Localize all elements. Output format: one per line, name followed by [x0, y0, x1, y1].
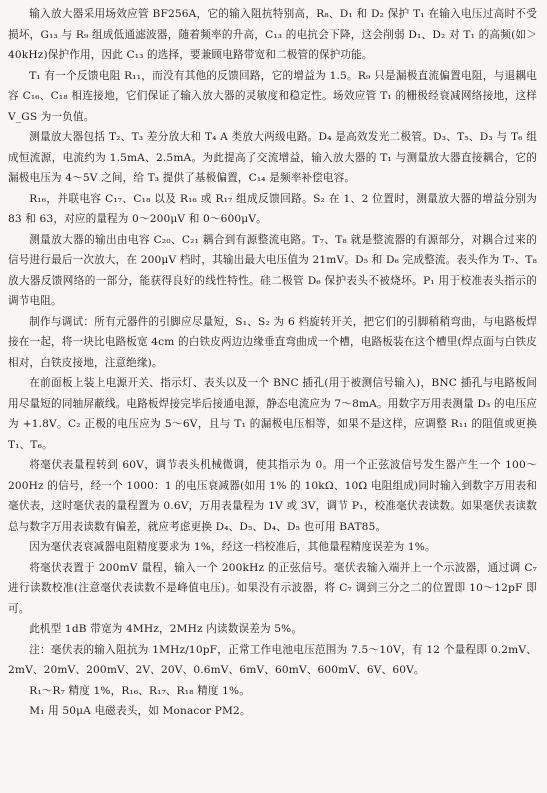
paragraph-bandwidth: 此机型 1dB 带宽为 4MHz，2MHz 内读数误差为 5%。	[29, 623, 303, 635]
paragraph-feedback-loop: R₁₆，并联电容 C₁₇、C₁₈ 以及 R₁₆ 或 R₁₇ 组成反馈回路。S₂ 在 1、2 位置时，测量放大器的增益分别为 83 和 63，对应的量程为 0～200μV 和 0～600μV。	[8, 192, 537, 225]
paragraph-accuracy: 因为毫伏表衰减器电阻精度要求为 1%，经这一档校准后，其他量程精度误差为 1%。	[29, 541, 436, 553]
paragraph-rectifier: 测量放大器的输出由电容 C₂₀、C₂₁ 耦合到有源整流电路。T₇、T₈ 就是整流器的有源部分，对耦合过来的信号进行最后一次放大，在 200μV 档时，其输出最大电压值为 21mV。D₅ 和 D₆ 完成整流。表头作为 T₇、T₈ 放大器反馈网络的一部分，能获得良好的线性特性。硅二极管 D₆ 保护表头不被烧坏。P₁ 用于校准表头指示的调节电阻。	[8, 233, 537, 307]
paragraph-feedback-resistor: T₁ 有一个反馈电阻 R₁₁，而没有其他的反馈回路，它的增益为 1.5。R₉ 只是漏极直流偏置电阻，与退耦电容 C₁₆、C₁₈ 相连接地，它们保证了输入放大器的灵敏度和稳定性。场效应管 T₁ 的栅极经衰减网络接地，这样 V_GS 为一负值。	[8, 69, 537, 123]
paragraph-input-amplifier: 输入放大器采用场效应管 BF256A，它的输入阻抗特别高，R₈、D₁ 和 D₂ 保护 T₁ 在输入电压过高时不受损坏，G₁₃ 与 R₉ 组成低通滤波器，随着频率的升高，C₁₃ 的电抗会下降，这会削弱 D₁、D₂ 对 T₁ 的高频(如＞40kHz)保护作用，因此 C₁₃ 的选择，要兼顾电路带宽和二极管的保护功能。	[8, 8, 537, 61]
paragraph-measurement-amplifier: 测量放大器包括 T₂、T₃ 差分放大和 T₄ A 类放大两级电路。D₄ 是高效发光二极管。D₃、T₅、D₃ 与 T₆ 组成恒流源，电流约为 1.5mA、2.5mA。为此提高了交流增益，输入放大器的 T₁ 与测量放大器直接耦合，它的漏极电压为 4～5V 之间，给 T₃ 提供了基极偏置，C₁₄ 是频率补偿电容。	[8, 131, 537, 184]
paragraph-calibration: 将毫伏表量程转到 60V，调节表头机械微调，使其指示为 0。用一个正弦波信号发生器产生一个 100～200Hz 的信号，经一个 1000：1 的电压衰减器(如用 1% 的 10kΩ、10Ω 电阻组成)同时输入到数字万用表和毫伏表，这时毫伏表的量程置为 0.6V，万用表量程为 1V 或 3V，调节 P₁，校准毫伏表读数。如果毫伏表读数总与数字万用表读数有偏差，就应考虑更换 D₄、D₅、D₄、D₅ 也可用 BAT85。	[8, 459, 537, 533]
paragraph-construction: 制作与调试：所有元器件的引脚应尽量短，S₁、S₂ 为 6 档旋转开关，把它们的引脚稍稍弯曲，与电路板焊接在一起，将一块比电路板宽 4cm 的白铁皮两边边缘垂直弯曲成一个槽，电路板装在这个槽里(焊点面与白铁皮相对，白铁皮接地，注意绝缘)。	[8, 315, 537, 369]
paragraph-meter: M₁ 用 50μA 电磁表头，如 Monacor PM2。	[29, 705, 251, 717]
paragraph-note: 注：毫伏表的输入阻抗为 1MHz/10pF，正常工作电池电压范围为 7.5～10V，有 12 个量程即 0.2mV、2mV、20mV、200mV、2V、20V、0.6mV、6mV、60mV、600mV、6V、60V。	[8, 643, 537, 676]
paragraph-front-panel: 在前面板上装上电源开关、指示灯、表头以及一个 BNC 插孔(用于被测信号输入)，BNC 插孔与电路板间用尽量短的同轴屏蔽线。电路板焊接完毕后接通电源，静态电流应为 7～8mA。用数字万用表测量 D₃ 的电压应为 +1.8V。C₂ 正极的电压应为 5～6V，且与 T₁ 的漏极电压相等，如果不是这样，应调整 R₁₁ 的阻值或更换 T₁、T₆。	[8, 377, 537, 451]
paragraph-resistor-precision: R₁～R₇ 精度 1%，R₁₆、R₁₇、R₁₈ 精度 1%。	[29, 684, 250, 697]
paragraph-hf-calibration: 将毫伏表置于 200mV 量程，输入一个 200kHz 的正弦信号。毫伏表输入端并上一个示波器，通过调 C₇ 进行读数校准(注意毫伏表读数不是峰值电压)。如果没有示波器，将 C₇ 调到三分之二的位置即 10～12pF 即可。	[8, 561, 537, 615]
